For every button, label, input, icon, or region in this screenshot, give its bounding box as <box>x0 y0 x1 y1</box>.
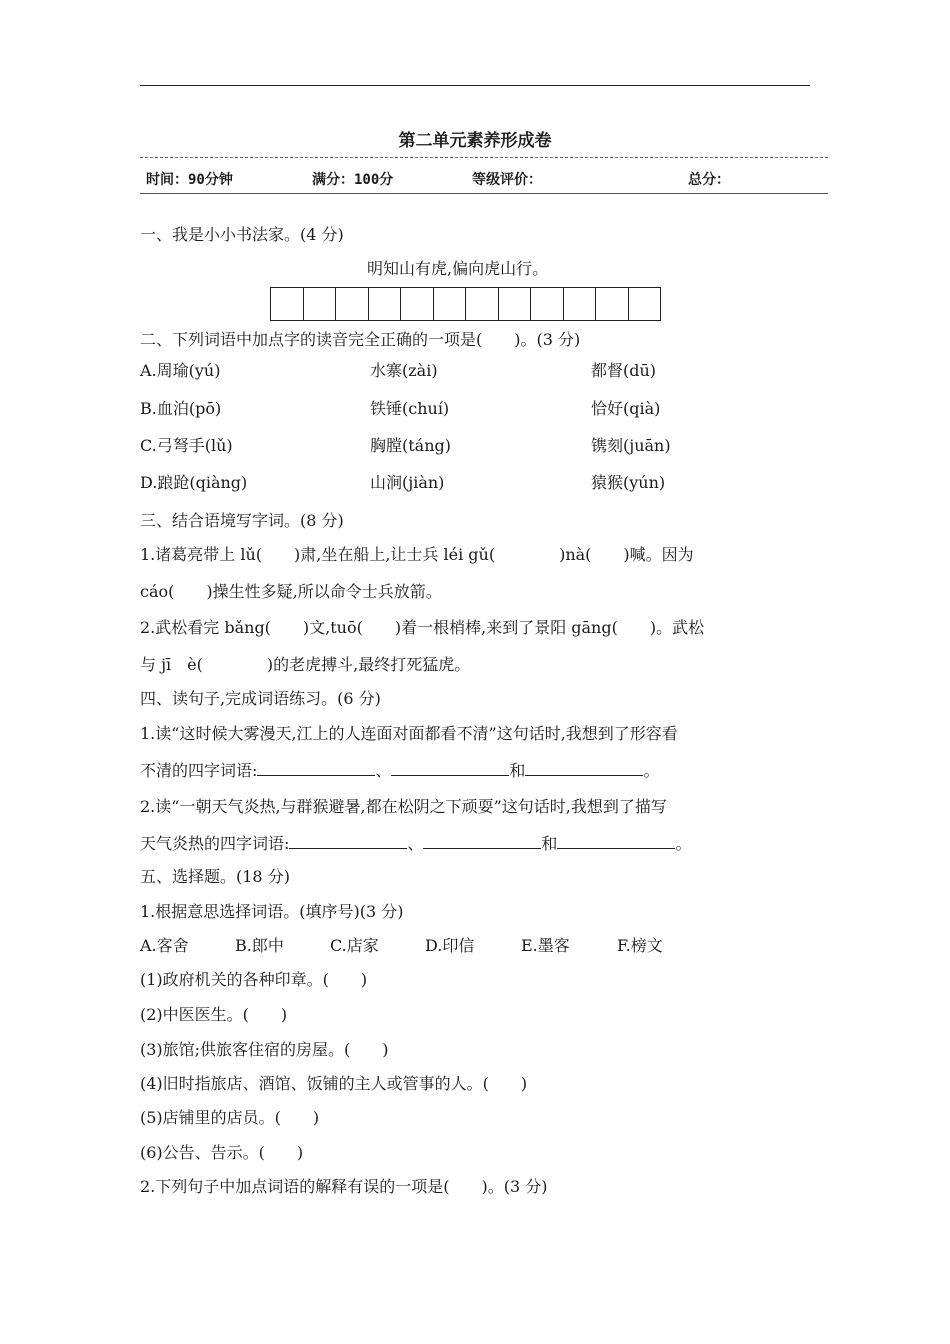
section-3-line-4: 与 jī è( )的老虎搏斗,最终打死猛虎。 <box>140 655 471 674</box>
info-full-score: 满分：100分 <box>312 172 394 188</box>
option-word: 都督(dū) <box>591 361 657 380</box>
option-word[interactable]: A.周瑜(yú) <box>140 361 221 380</box>
section-4-heading: 四、读句子,完成词语练习。(6 分) <box>140 689 381 708</box>
period: 。 <box>675 834 692 853</box>
separator: 、 <box>407 834 424 853</box>
option-word: 山涧(jiàn) <box>370 473 445 492</box>
section-5-q1: 1.根据意思选择词语。(填序号)(3 分) <box>140 902 404 921</box>
q1-answer-blank-1[interactable] <box>257 761 375 776</box>
definition-item[interactable]: (1)政府机关的各种印章。( ) <box>140 970 368 989</box>
grid-cell[interactable] <box>401 287 434 321</box>
info-total: 总分： <box>688 172 730 188</box>
option-word: 胸膛(táng) <box>370 436 452 455</box>
section-4-q1-line-2 <box>140 758 659 781</box>
page-title: 第二单元素养形成卷 <box>398 131 552 151</box>
q2-prompt: 天气炎热的四字词语: <box>140 834 290 853</box>
dashed-divider <box>140 157 828 158</box>
definition-item[interactable]: (4)旧时指旅店、酒馆、饭铺的主人或管事的人。( ) <box>140 1074 528 1093</box>
grid-cell[interactable] <box>434 287 467 321</box>
separator: 和 <box>509 761 526 780</box>
grid-cell[interactable] <box>271 287 304 321</box>
q1-prompt: 不清的四字词语: <box>140 761 258 780</box>
definition-item[interactable]: (5)店铺里的店员。( ) <box>140 1108 320 1127</box>
separator: 、 <box>375 761 392 780</box>
q1-answer-blank-3[interactable] <box>525 761 643 776</box>
word-option: C.店家 <box>330 936 379 955</box>
section-3-line-1: 1.诸葛亮带上 lǔ( )肃,坐在船上,让士兵 léi gǔ( )nà( )喊。因为 <box>140 545 694 564</box>
option-word: 镌刻(juān) <box>591 436 671 455</box>
writing-grid[interactable] <box>270 287 661 321</box>
q2-answer-blank-3[interactable] <box>557 834 675 849</box>
section-4-q1-line-1: 1.读“这时候大雾漫天,江上的人连面对面都看不清”这句话时,我想到了形容看 <box>140 724 678 743</box>
option-word: 恰好(qià) <box>591 399 661 418</box>
grid-cell[interactable] <box>466 287 499 321</box>
definition-item[interactable]: (2)中医医生。( ) <box>140 1005 288 1024</box>
section-4-q2-line-1: 2.读“一朝天气炎热,与群猴避暑,都在松阴之下顽耍”这句话时,我想到了描写 <box>140 797 667 816</box>
section-5-q2: 2.下列句子中加点词语的解释有误的一项是( )。(3 分) <box>140 1177 548 1196</box>
grid-cell[interactable] <box>629 287 662 321</box>
info-time: 时间：90分钟 <box>146 172 233 188</box>
info-divider <box>140 193 828 194</box>
option-word: 水寨(zài) <box>370 361 438 380</box>
q1-answer-blank-2[interactable] <box>391 761 509 776</box>
definition-item[interactable]: (6)公告、告示。( ) <box>140 1143 304 1162</box>
word-option: D.印信 <box>425 936 475 955</box>
option-word[interactable]: D.踉跄(qiàng) <box>140 473 248 492</box>
grid-cell[interactable] <box>564 287 597 321</box>
q2-answer-blank-1[interactable] <box>289 834 407 849</box>
section-2-heading: 二、下列词语中加点字的读音完全正确的一项是( )。(3 分) <box>140 330 581 349</box>
separator: 和 <box>541 834 558 853</box>
word-option: A.客舍 <box>140 936 189 955</box>
info-grade: 等级评价： <box>472 172 542 188</box>
poem-line: 明知山有虎,偏向虎山行。 <box>367 259 549 278</box>
definition-item[interactable]: (3)旅馆;供旅客住宿的房屋。( ) <box>140 1040 389 1059</box>
option-word: 铁锤(chuí) <box>370 399 450 418</box>
grid-cell[interactable] <box>304 287 337 321</box>
grid-cell[interactable] <box>499 287 532 321</box>
section-1-heading: 一、我是小小书法家。(4 分) <box>140 225 344 244</box>
section-4-q2-line-2 <box>140 831 691 854</box>
grid-cell[interactable] <box>531 287 564 321</box>
header-rule <box>140 85 810 86</box>
section-3-heading: 三、结合语境写字词。(8 分) <box>140 511 344 530</box>
grid-cell[interactable] <box>336 287 369 321</box>
option-word[interactable]: C.弓弩手(lǔ) <box>140 436 233 455</box>
word-option: F.榜文 <box>617 936 663 955</box>
option-word: 猿猴(yún) <box>591 473 666 492</box>
grid-cell[interactable] <box>596 287 629 321</box>
option-word[interactable]: B.血泊(pō) <box>140 399 222 418</box>
period: 。 <box>643 761 660 780</box>
q2-answer-blank-2[interactable] <box>423 834 541 849</box>
section-3-line-3: 2.武松看完 bǎng( )文,tuō( )着一根梢棒,来到了景阳 gāng( )。武松 <box>140 618 705 637</box>
section-5-heading: 五、选择题。(18 分) <box>140 867 290 886</box>
section-3-line-2: cáo( )操生性多疑,所以命令士兵放箭。 <box>140 582 442 601</box>
grid-cell[interactable] <box>369 287 402 321</box>
word-option: E.墨客 <box>521 936 570 955</box>
word-option: B.郎中 <box>235 936 284 955</box>
